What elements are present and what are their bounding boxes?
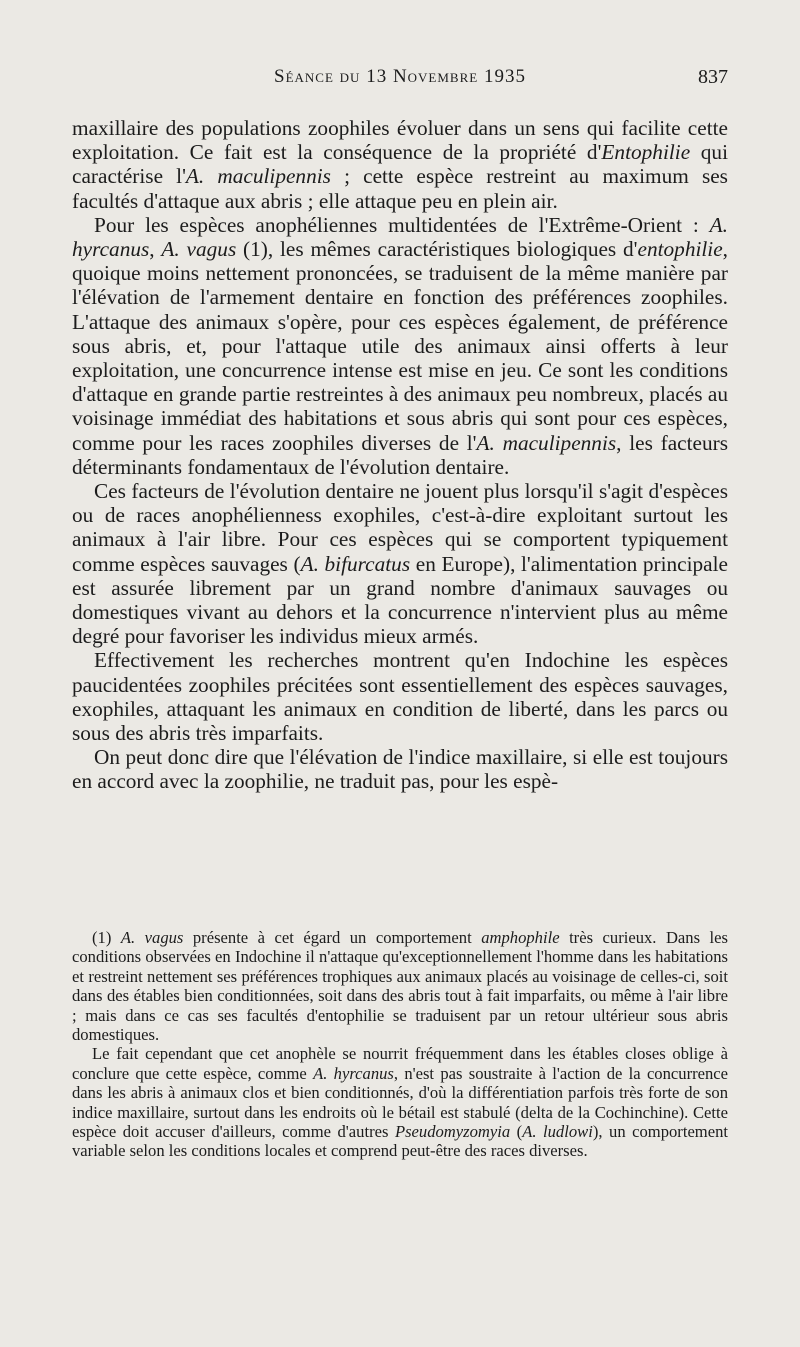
text-run: très curieux. Dans les conditions observées en Indochine il n'attaque qu'exceptionnellement l'homme dans les habitations et restreint nettement ses préférences trophiques aux animaux placés au voisinage de celles-ci, soit dans des étables bien conditionnées, soit dans des abris tout à fait imparfaits, ou même à l'air libre ; mais dans ce cas ses facultés d'entophilie se traduisent par un retour ultérieur sous abris domestiques. [72, 928, 728, 1045]
text-run: ( [510, 1122, 523, 1142]
italic-term: Entophilie [601, 140, 691, 165]
text-run: en Europe), l'alimentation principale est assurée librement par un grand nombre d'animaux sauvages ou domestiques vivant au dehors et la concurrence n'intervient plus au même degré pour favoriser les individus mieux armés. [72, 551, 728, 649]
running-title: Séance du 13 Novembre 1935 [274, 66, 526, 87]
text-run: (1), les mêmes caractéristiques biologiques d' [236, 237, 638, 262]
page-header [72, 66, 728, 96]
footnote-marker: (1) [92, 928, 121, 947]
footnote-1 [72, 928, 728, 1044]
species-name: A. hyrcanus [72, 212, 728, 262]
species-name: A. maculipennis [185, 164, 331, 189]
species-name: A. vagus [161, 237, 237, 262]
italic-term: amphophile [481, 928, 560, 947]
text-run: maxillaire des populations zoophiles évoluer dans un sens qui facilite cette exploitation. Ce fait est la conséquence de la propriété d' [72, 116, 728, 165]
species-name: A. hyrcanus [313, 1063, 394, 1083]
text-run: , quoique moins nettement prononcées, se traduisent de la même manière par l'élévation de l'armement dentaire en fonction des préférences zoophiles. L'attaque des animaux s'opère, pour ces espèces également, de préférence sous abris, et, pour l'attaque utile des animaux ainsi offerts à leur exploitation, une concurrence intense est mise en jeu. Ce sont les conditions d'attaque en grande partie restreintes à des animaux peu nombreux, placés au voisinage immédiat des habitations et sous abris qui sont pour ces espèces, comme pour les races zoophiles diverses de l' [72, 237, 728, 455]
text-run: , [149, 237, 162, 262]
paragraph-2 [72, 213, 728, 479]
paragraph-3 [72, 479, 728, 648]
species-name: A. ludlowi [522, 1122, 593, 1142]
text-run: Le fait cependant que cet anophèle se nourrit fréquemment dans les étables closes oblige à conclure que cette espèce, comme [72, 1044, 728, 1083]
text-run: ; cette espèce restreint au maximum ses facultés d'attaque aux abris ; elle attaque peu en plein air. [72, 164, 728, 213]
italic-term: entophilie [637, 237, 723, 262]
text-run: , les facteurs déterminants fondamentaux de l'évolution dentaire. [72, 430, 728, 479]
species-name: A. maculipennis [476, 430, 617, 455]
paragraph-4: Effectivement les recherches montrent qu'en Indochine les espèces paucidentées zoophiles précitées sont essentiellement des espèces sauvages, exophiles, attaquant les animaux en condition de liberté, dans les parcs ou sous des abris très imparfaits. [72, 648, 728, 746]
page-number: 837 [698, 66, 728, 88]
footnote-1-continued [72, 1044, 728, 1160]
text-run: Pour les espèces anophéliennes multidentées de l'Extrême-Orient : [94, 212, 710, 237]
paragraph-1 [72, 116, 728, 213]
text-run: qui caractérise l' [72, 140, 729, 189]
text-run: , n'est pas soustraite à l'action de la concurrence dans les abris à animaux clos et bien conditionnés, d'où la différentiation parfois très forte de son indice maxillaire, surtout dans les endroits où le bétail est stabulé (delta de la Cochinchine). Cette espèce doit accuser d'ailleurs, comme d'autres [72, 1063, 729, 1142]
text-run: Ces facteurs de l'évolution dentaire ne jouent plus lorsqu'il s'agit d'espèces ou de races anophélienness exophiles, c'est-à-dire exploitant surtout les animaux à l'air libre. Pour ces espèces qui se comportent typiquement comme espèces sauvages ( [72, 479, 728, 576]
main-text [72, 116, 728, 794]
text-run: ), un comportement variable selon les conditions locales et comprend peut-être des races diverses. [72, 1122, 728, 1161]
genus-name: Pseudomyzomyia [394, 1122, 511, 1142]
text-run: présente à cet égard un comportement [183, 928, 482, 947]
footnotes [72, 928, 728, 1161]
paragraph-5: On peut donc dire que l'élévation de l'indice maxillaire, si elle est toujours en accord avec la zoophilie, ne traduit pas, pour les espè- [72, 745, 728, 794]
species-name: A. bifurcatus [300, 551, 411, 576]
species-name: A. vagus [120, 928, 184, 947]
